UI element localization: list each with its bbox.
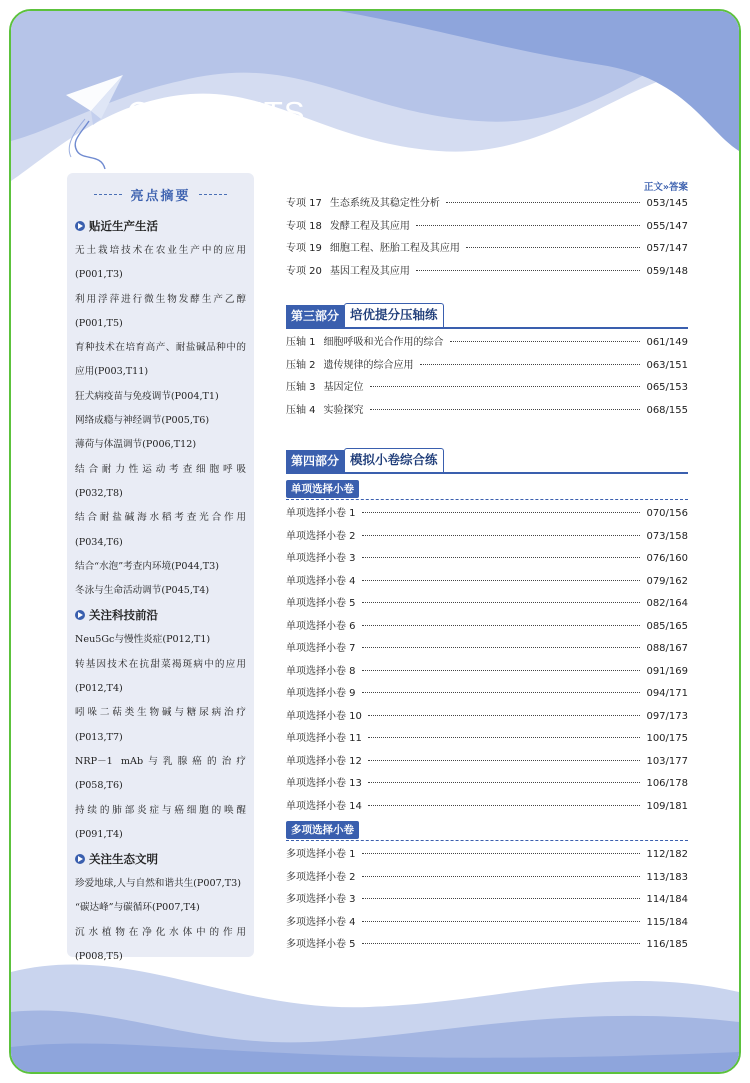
toc-name: 多项选择小卷 4 <box>286 916 356 928</box>
section-header <box>75 607 246 623</box>
leader-dots <box>362 876 641 877</box>
toc-row[interactable] <box>286 867 688 890</box>
toc-page: 063/151 <box>646 359 688 371</box>
toc-prefix: 专项 17 <box>286 198 322 209</box>
leader-dots <box>362 853 641 854</box>
section-title: 关注科技前沿 <box>89 608 158 623</box>
toc-row[interactable] <box>286 706 688 729</box>
page-legend: 正文»答案 <box>643 182 688 193</box>
part-header <box>286 303 688 329</box>
toc-prefix: 专项 19 <box>286 243 322 254</box>
leader-dots <box>466 247 641 248</box>
sidebar-section-frontier <box>75 607 246 847</box>
leader-dots <box>362 943 641 944</box>
toc-name: 单项选择小卷 1 <box>286 508 356 519</box>
sidebar-section-production <box>75 218 246 603</box>
leader-dots <box>362 647 641 648</box>
toc-name: 单项选择小卷 4 <box>286 575 356 587</box>
highlight-item[interactable]: Neu5Gc与慢性炎症(P012,T1) <box>75 634 211 646</box>
toc-name: 遗传规律的综合应用 <box>323 359 414 371</box>
toc-row[interactable] <box>286 683 688 706</box>
toc-row[interactable] <box>286 503 688 526</box>
play-bullet-icon <box>75 221 85 231</box>
toc-row[interactable] <box>286 728 688 751</box>
toc-page: 113/183 <box>646 871 688 883</box>
toc-name: 基因定位 <box>323 382 364 393</box>
part-number: 第四部分 <box>286 450 344 472</box>
highlight-item[interactable]: 转基因技术在抗甜菜褐斑病中的应用(P012,T4) <box>75 658 246 695</box>
part-four <box>286 448 688 957</box>
toc-row[interactable] <box>286 661 688 684</box>
toc-row[interactable] <box>286 377 688 400</box>
toc-page: 091/169 <box>646 665 688 677</box>
toc-page: 068/155 <box>646 404 688 416</box>
highlight-item[interactable]: 结合“水泡”考查内环境(P044,T3) <box>75 560 219 572</box>
toc-row[interactable] <box>286 616 688 639</box>
paper-plane-icon <box>61 73 131 173</box>
leader-dots <box>416 270 641 271</box>
toc-page: 106/178 <box>646 778 688 789</box>
toc-name: 多项选择小卷 5 <box>286 939 356 950</box>
toc-page: 088/167 <box>646 643 688 654</box>
toc-page: 070/156 <box>646 508 688 519</box>
toc-row[interactable] <box>286 889 688 912</box>
toc-page: 055/147 <box>646 220 688 232</box>
highlight-item[interactable]: NRP－1 mAb与乳腺癌的治疗(P058,T6) <box>75 755 246 792</box>
page-title: CONTENTS <box>127 95 306 130</box>
toc-row[interactable] <box>286 193 688 216</box>
leader-dots <box>446 202 641 203</box>
toc-row[interactable] <box>286 934 688 957</box>
toc-prefix: 专项 18 <box>286 220 322 232</box>
highlight-item[interactable]: 持续的肺部炎症与癌细胞的唤醒(P091,T4) <box>75 804 246 840</box>
toc-row[interactable] <box>286 548 688 571</box>
toc-row[interactable] <box>286 400 688 423</box>
toc-page: 103/177 <box>646 755 688 767</box>
toc-name: 单项选择小卷 8 <box>286 665 356 677</box>
toc-page: 112/182 <box>646 849 688 860</box>
leader-dots <box>416 225 641 226</box>
toc-page: 115/184 <box>646 916 688 928</box>
section-header <box>75 218 246 234</box>
highlight-item[interactable]: “碳达峰”与碳循环(P007,T4) <box>75 902 200 914</box>
leader-dots <box>420 364 641 365</box>
section-header <box>75 851 246 867</box>
sidebar-header <box>75 185 246 204</box>
toc-row[interactable] <box>286 751 688 774</box>
toc-name: 发酵工程及其应用 <box>329 220 410 232</box>
leader-dots <box>370 386 641 387</box>
toc-name: 基因工程及其应用 <box>329 265 410 277</box>
toc-name: 生态系统及其稳定性分析 <box>329 198 440 209</box>
leader-dots <box>362 580 641 581</box>
toc-name: 实验探究 <box>323 404 364 416</box>
topic-list <box>286 173 688 283</box>
toc-page: 061/149 <box>646 337 688 348</box>
sidebar-title: 亮点摘要 <box>130 189 191 204</box>
toc-row[interactable] <box>286 593 688 616</box>
toc-row[interactable] <box>286 773 688 796</box>
leader-dots <box>368 715 641 716</box>
part-number: 第三部分 <box>286 305 344 327</box>
toc-name: 多项选择小卷 3 <box>286 894 356 905</box>
leader-dots <box>368 760 641 761</box>
toc-row[interactable] <box>286 844 688 867</box>
toc-page: 076/160 <box>646 553 688 564</box>
toc-row[interactable] <box>286 638 688 661</box>
play-bullet-icon <box>75 610 85 620</box>
divider <box>199 194 227 195</box>
part-three <box>286 303 688 422</box>
toc-name: 单项选择小卷 13 <box>286 778 362 789</box>
part-name: 培优提分压轴练 <box>344 303 444 327</box>
toc-page: 057/147 <box>646 243 688 254</box>
toc-page: 097/173 <box>646 710 688 722</box>
subsection-title: 多项选择小卷 <box>286 821 359 839</box>
toc-page: 109/181 <box>646 800 688 812</box>
leader-dots <box>362 921 641 922</box>
toc-prefix: 压轴 4 <box>286 404 316 416</box>
section-title: 贴近生产生活 <box>89 219 158 233</box>
toc-prefix: 压轴 2 <box>286 359 316 371</box>
toc-page: 053/145 <box>646 198 688 209</box>
leader-dots <box>368 737 641 738</box>
toc-row[interactable] <box>286 332 688 355</box>
toc-row[interactable] <box>286 796 688 819</box>
toc-prefix: 压轴 1 <box>286 337 316 348</box>
toc-name: 单项选择小卷 6 <box>286 620 356 632</box>
highlight-item[interactable]: 薄荷与体温调节(P006,T12) <box>75 439 197 451</box>
toc-page: 059/148 <box>646 265 688 277</box>
toc-name: 单项选择小卷 3 <box>286 553 356 564</box>
leader-dots <box>362 625 641 626</box>
highlight-item[interactable]: 珍爱地球,人与自然和谐共生(P007,T3) <box>75 878 241 890</box>
toc-prefix: 专项 20 <box>286 265 322 277</box>
leader-dots <box>362 692 641 693</box>
part-header <box>286 448 688 474</box>
toc-page: 082/164 <box>646 598 688 609</box>
toc-row[interactable] <box>286 238 688 261</box>
toc-name: 单项选择小卷 14 <box>286 800 362 812</box>
highlight-item[interactable]: 吲哚二萜类生物碱与糖尿病治疗(P013,T7) <box>75 707 246 743</box>
toc-row[interactable] <box>286 912 688 935</box>
toc-name: 单项选择小卷 11 <box>286 733 362 744</box>
divider <box>94 194 122 195</box>
highlight-item[interactable]: 利用浮萍进行微生物发酵生产乙醇(P001,T5) <box>75 293 246 329</box>
toc-prefix: 压轴 3 <box>286 382 316 393</box>
toc-name: 单项选择小卷 9 <box>286 688 356 699</box>
toc-name: 多项选择小卷 2 <box>286 871 356 883</box>
play-bullet-icon <box>75 854 85 864</box>
section-title: 关注生态文明 <box>89 852 158 867</box>
leader-dots <box>362 602 641 603</box>
highlight-item[interactable]: 网络成瘾与神经调节(P005,T6) <box>75 415 210 427</box>
toc-name: 细胞工程、胚胎工程及其应用 <box>329 243 460 254</box>
leader-dots <box>362 898 641 899</box>
leader-dots <box>368 782 641 783</box>
toc-page: 114/184 <box>646 894 688 905</box>
toc-main <box>286 173 688 957</box>
part-name: 模拟小卷综合练 <box>344 448 444 472</box>
toc-name: 单项选择小卷 2 <box>286 530 356 542</box>
highlight-item[interactable]: 狂犬病疫苗与免疫调节(P004,T1) <box>75 390 219 402</box>
subsection-title: 单项选择小卷 <box>286 480 359 498</box>
toc-row[interactable] <box>286 526 688 549</box>
toc-row[interactable] <box>286 261 688 284</box>
leader-dots <box>362 535 641 536</box>
highlight-item[interactable]: 沉水植物在净化水体中的作用(P008,T5) <box>75 926 246 963</box>
highlight-item[interactable]: 结合耐力性运动考查细胞呼吸(P032,T8) <box>75 463 246 499</box>
highlight-item[interactable]: 结合耐盐碱海水稻考查光合作用(P034,T6) <box>75 512 246 548</box>
highlight-item[interactable]: 育种技术在培育高产、耐盐碱品种中的应用(P003,T11) <box>75 342 246 378</box>
toc-row[interactable] <box>286 571 688 594</box>
toc-page: 073/158 <box>646 530 688 542</box>
subsection-single <box>286 477 688 500</box>
toc-name: 单项选择小卷 5 <box>286 598 356 609</box>
toc-name: 多项选择小卷 1 <box>286 849 356 860</box>
highlight-item[interactable]: 无土栽培技术在农业生产中的应用(P001,T3) <box>75 245 246 281</box>
leader-dots <box>362 670 641 671</box>
toc-name: 细胞呼吸和光合作用的综合 <box>323 337 444 348</box>
leader-dots <box>362 557 641 558</box>
toc-name: 单项选择小卷 7 <box>286 643 356 654</box>
leader-dots <box>450 341 641 342</box>
highlights-sidebar <box>67 173 254 963</box>
leader-dots <box>362 512 641 513</box>
toc-page: 065/153 <box>646 382 688 393</box>
toc-page: 085/165 <box>646 620 688 632</box>
toc-page: 116/185 <box>646 939 688 950</box>
toc-page: 094/171 <box>646 688 688 699</box>
toc-row[interactable] <box>286 216 688 239</box>
toc-page: 079/162 <box>646 575 688 587</box>
toc-row[interactable] <box>286 355 688 378</box>
toc-page: 100/175 <box>646 733 688 744</box>
sidebar-section-ecology <box>75 851 246 969</box>
highlight-item[interactable]: 冬泳与生命活动调节(P045,T4) <box>75 585 210 597</box>
footer-wave-background <box>11 952 739 1072</box>
leader-dots <box>370 409 641 410</box>
leader-dots <box>368 805 641 806</box>
subsection-multi <box>286 818 688 841</box>
toc-name: 单项选择小卷 10 <box>286 710 362 722</box>
toc-name: 单项选择小卷 12 <box>286 755 362 767</box>
